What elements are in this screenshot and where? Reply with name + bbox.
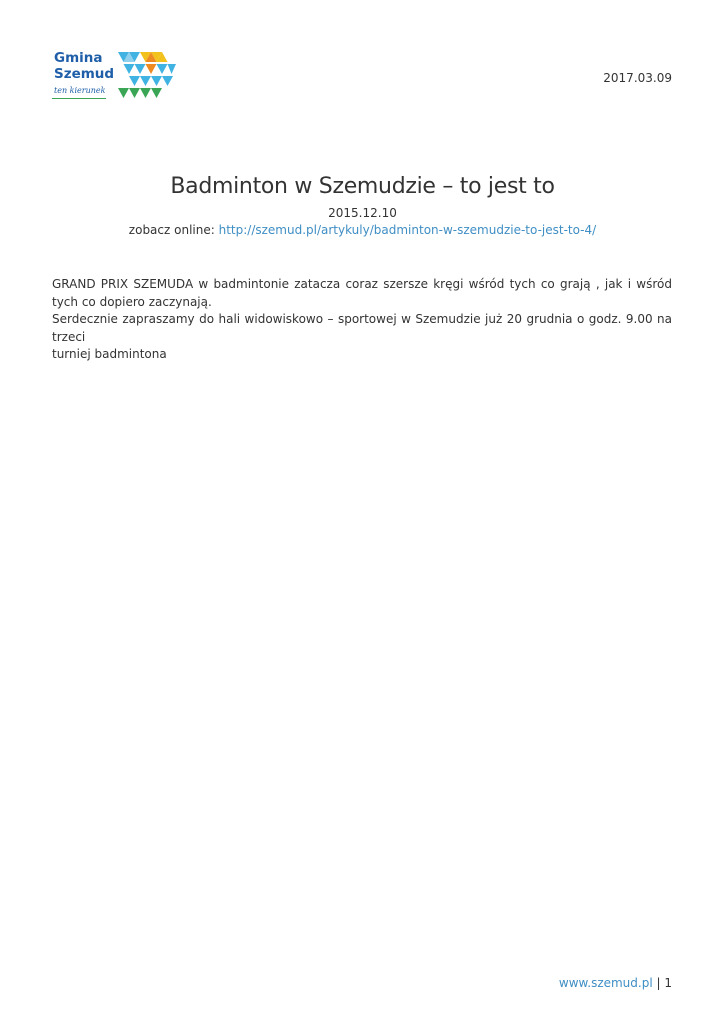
page-number: 1: [664, 976, 672, 990]
article-body: [52, 276, 672, 364]
logo-wordmark: [54, 50, 114, 82]
online-link-row: [0, 223, 725, 237]
footer-site-link[interactable]: www.szemud.pl: [558, 976, 653, 990]
article-date: 2015.12.10: [328, 206, 397, 220]
triangle-mosaic-icon: [118, 50, 176, 102]
online-label: zobacz online:: [128, 223, 219, 237]
print-date: 2017.03.09: [603, 71, 672, 85]
article-url-link[interactable]: http://szemud.pl/artykuly/badminton-w-szemudzie-to-jest-to-4/: [218, 223, 597, 237]
logo-tagline: ten kierunek: [54, 86, 106, 95]
logo-line-2: Szemud: [54, 66, 115, 82]
page-footer: [559, 976, 672, 990]
gmina-szemud-logo: [52, 50, 180, 104]
footer-separator: |: [652, 976, 665, 990]
article-title: Badminton w Szemudzie – to jest to: [170, 174, 555, 199]
article-paragraph: GRAND PRIX SZEMUDA w badmintonie zatacza coraz szersze kręgi wśród tych co grają , jak i wśród tych co dopiero zaczynają.: [52, 277, 672, 309]
logo-line-1: Gmina: [54, 50, 103, 66]
article-paragraph: turniej badmintona: [52, 347, 167, 361]
article-paragraph: Serdecznie zapraszamy do hali widowiskowo – sportowej w Szemudzie już 20 grudnia o godz. 9.00 na trzeci: [52, 312, 672, 344]
logo-underline: [52, 98, 106, 99]
